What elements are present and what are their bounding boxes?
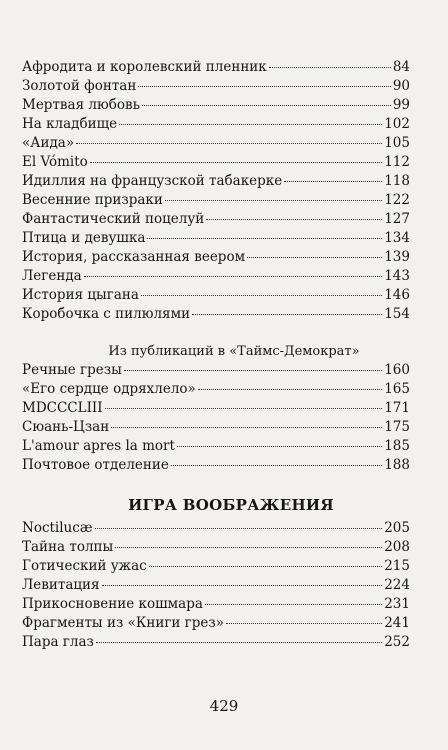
entry-title: L'amour apres la mort [22,438,175,454]
toc-entry [22,633,410,652]
entry-page: 208 [384,539,410,555]
toc-entry [22,305,410,324]
entry-page: 185 [384,438,410,454]
entry-page: 139 [384,249,410,265]
dot-leader [105,408,383,409]
entry-title: Фантастический поцелуй [22,211,205,227]
dot-leader [177,446,382,447]
toc-entry [22,172,410,191]
dot-leader [192,314,382,315]
toc-entry [22,456,410,475]
dot-leader [247,257,382,258]
entry-page: 224 [384,577,410,593]
entry-title: Пара глаз [22,634,94,650]
toc-entry [22,96,410,115]
entry-title: Весенние призраки [22,192,163,208]
entry-title: Сюань-Цзан [22,419,110,435]
dot-leader [198,389,382,390]
toc-entry [22,519,410,538]
toc-entry [22,437,410,456]
entry-page: 90 [392,78,410,94]
entry-page: 171 [384,400,410,416]
subsection-heading: Из публикаций в «Таймс-Демократ» [108,344,360,359]
entry-title: Идиллия на французской табакерке [22,173,283,189]
entry-title: Почтовое отделение [22,457,169,473]
dot-leader [147,238,382,239]
toc-entry [22,191,410,210]
entry-page: 127 [384,211,410,227]
entry-title: Левитация [22,577,100,593]
entry-page: 118 [384,173,410,189]
toc-entry [22,286,410,305]
entry-title: Коробочка с пилюлями [22,306,191,322]
entry-page: 215 [384,558,410,574]
toc-entry [22,115,410,134]
entry-page: 252 [384,634,410,650]
entry-title: «Аида» [22,135,75,151]
entry-page: 105 [384,135,410,151]
entry-title: Золотой фонтан [22,78,137,94]
dot-leader [138,86,390,87]
dot-leader [226,623,382,624]
toc-entry [22,58,410,77]
toc-list [22,519,410,652]
toc-entry [22,418,410,437]
toc-entry [22,153,410,172]
dot-leader [171,465,382,466]
entry-page: 146 [384,287,410,303]
dot-leader [111,427,382,428]
toc-entry [22,267,410,286]
entry-page: 241 [384,615,410,631]
dot-leader [205,604,382,605]
entry-title: Афродита и королевский пленник [22,59,267,75]
dot-leader [90,162,382,163]
toc-entry [22,538,410,557]
entry-title: El Vómito [22,154,88,170]
dot-leader [269,67,391,68]
dot-leader [284,181,382,182]
entry-page: 84 [392,59,410,75]
toc-entry [22,576,410,595]
toc-entry [22,361,410,380]
dot-leader [141,295,382,296]
dot-leader [102,585,383,586]
toc-list [22,361,410,475]
entry-title: Речные грезы [22,362,122,378]
entry-page: 175 [384,419,410,435]
dot-leader [95,528,383,529]
entry-title: Тайна толпы [22,539,114,555]
toc-entry [22,380,410,399]
entry-page: 134 [384,230,410,246]
entry-title: «Его сердце одряхлело» [22,381,196,397]
dot-leader [165,200,382,201]
entry-page: 165 [384,381,410,397]
entry-page: 205 [384,520,410,536]
entry-page: 102 [384,116,410,132]
entry-page: 99 [392,97,410,113]
toc-entry [22,248,410,267]
toc-entry [22,399,410,418]
toc-entry [22,134,410,153]
entry-page: 188 [384,457,410,473]
entry-page: 122 [384,192,410,208]
entry-title: На кладбище [22,116,118,132]
dot-leader [96,642,382,643]
entry-title: Птица и девушка [22,230,146,246]
toc-entry [22,614,410,633]
dot-leader [115,547,382,548]
toc-entry [22,77,410,96]
entry-page: 143 [384,268,410,284]
toc-entry [22,210,410,229]
section-heading: ИГРА ВООБРАЖЕНИЯ [128,496,334,514]
dot-leader [119,124,382,125]
table-of-contents [22,58,410,652]
page-number: 429 [209,697,239,715]
entry-page: 112 [384,154,410,170]
toc-entry [22,595,410,614]
entry-title: Фрагменты из «Книги грез» [22,615,225,631]
entry-title: История цыгана [22,287,139,303]
toc-list [22,58,410,324]
dot-leader [124,370,382,371]
entry-title: История, рассказанная веером [22,249,246,265]
dot-leader [84,276,383,277]
dot-leader [149,566,383,567]
entry-title: MDCCCLIII [22,400,103,416]
entry-title: Легенда [22,268,82,284]
toc-entry [22,229,410,248]
entry-title: Мертвая любовь [22,97,140,113]
entry-page: 160 [384,362,410,378]
entry-title: Готический ужас [22,558,147,574]
dot-leader [206,219,382,220]
toc-entry [22,557,410,576]
entry-page: 231 [384,596,410,612]
dot-leader [76,143,382,144]
dot-leader [142,105,391,106]
entry-page: 154 [384,306,410,322]
entry-title: Прикосновение кошмара [22,596,203,612]
entry-title: Noctilucæ [22,520,93,536]
